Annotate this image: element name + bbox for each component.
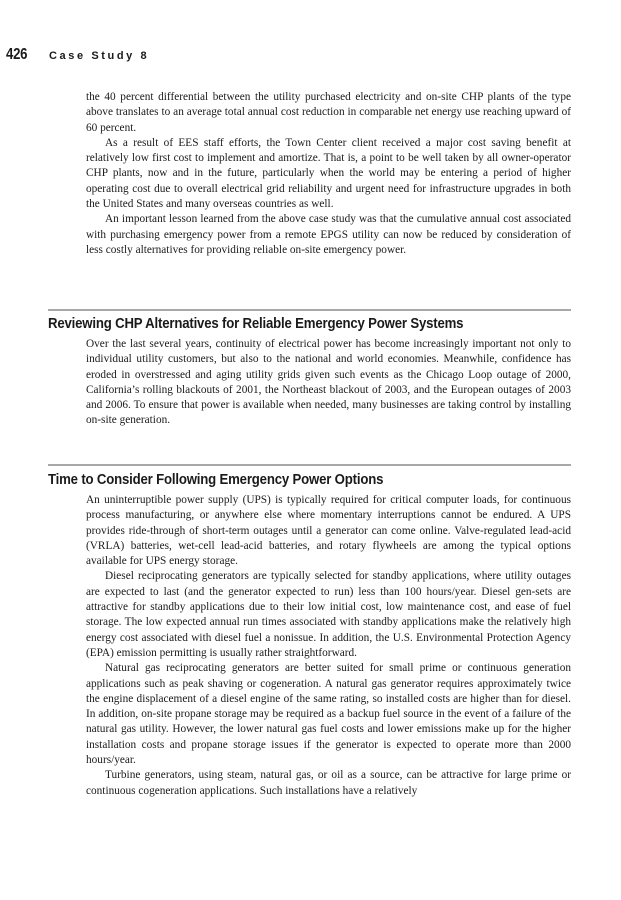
paragraph: Turbine generators, using steam, natural gas, or oil as a source, can be attractive for large prime or continuous cogeneration applications. Such installations have a relatively [86, 769, 571, 797]
paragraph: the 40 percent differential between the utility purchased electricity and on-site CHP plants of the type above translates to an average total annual cost reduction in comparable net energy use reaching upward of 60 percent. [86, 91, 571, 134]
section2-text [86, 493, 571, 799]
paragraph: Natural gas reciprocating generators are better suited for small prime or continuous generation applications such as peak shaving or cogeneration. A natural gas generator requires approximately twice the engine displacement of a diesel engine of the same rating, so installed costs are higher than for diesel. In addition, on-site propane storage may be required as a backup fuel source in the event of a failure of the natural gas utility. However, the lower natural gas fuel costs and lower emissions make up for the higher installation costs and propane storage issues if the generator is expected to operate more than 2000 hours/year. [86, 662, 571, 767]
page-number: 426 [6, 46, 28, 63]
running-section-title: Case Study 8 [48, 50, 150, 62]
section1-text [86, 337, 571, 429]
paragraph: Diesel reciprocating generators are typically selected for standby applications, where utility outages are expected to last (and the generator expected to run) less than 100 hours/year. Diesel gen-sets are attractive for standby applications due to their low initial cost, low maintenance cost, and ease of fuel storage. The low expected annual run times associated with standby applications make the relatively high energy cost associated with diesel fuel a nonissue. In addition, the U.S. Environmental Protection Agency (EPA) emission permitting is usually rather straightforward. [86, 570, 571, 659]
section-heading: Time to Consider Following Emergency Power Options [48, 472, 384, 488]
paragraph: An uninterruptible power supply (UPS) is typically required for critical computer loads, for continuous process manufacturing, or anywhere else where momentary interruptions cannot be endured. A UPS provides ride-through of short-term outages until a generator can come online. Valve-regulated lead-acid (VRLA) batteries, wet-cell lead-acid batteries, and rotary flywheels are among the typical options available for UPS energy storage. [86, 494, 571, 568]
section-heading: Reviewing CHP Alternatives for Reliable Emergency Power Systems [48, 316, 464, 332]
paragraph: Over the last several years, continuity of electrical power has become increasingly important not only to individual utility customers, but also to the national and world economies. Meanwhile, confidence has eroded in overstressed and aging utility grids given such events as the Chicago Loop outage of 2000, California’s rolling blackouts of 2001, the Northeast blackout of 2003, and the European outages of 2003 and 2006. To ensure that power is available when needed, many businesses are taking control by installing on-site generation. [86, 338, 571, 427]
intro-text [86, 90, 571, 258]
paragraph: As a result of EES staff efforts, the Town Center client received a major cost saving benefit at relatively low first cost to implement and amortize. That is, a point to be well taken by all owner-operator CHP plants, now and in the future, particularly when the world may be entering a period of higher operating cost due to overall electrical grid reliability and urgent need for infrastructure upgrades in both the United States and many overseas countries as well. [86, 136, 571, 211]
section-divider [48, 309, 571, 311]
running-header [6, 46, 149, 64]
paragraph: An important lesson learned from the above case study was that the cumulative annual cost associated with purchasing emergency power from a remote EPGS utility can now be reduced by consideration of less costly alternatives for providing reliable on-site emergency power. [86, 213, 571, 256]
section-divider [48, 464, 571, 466]
